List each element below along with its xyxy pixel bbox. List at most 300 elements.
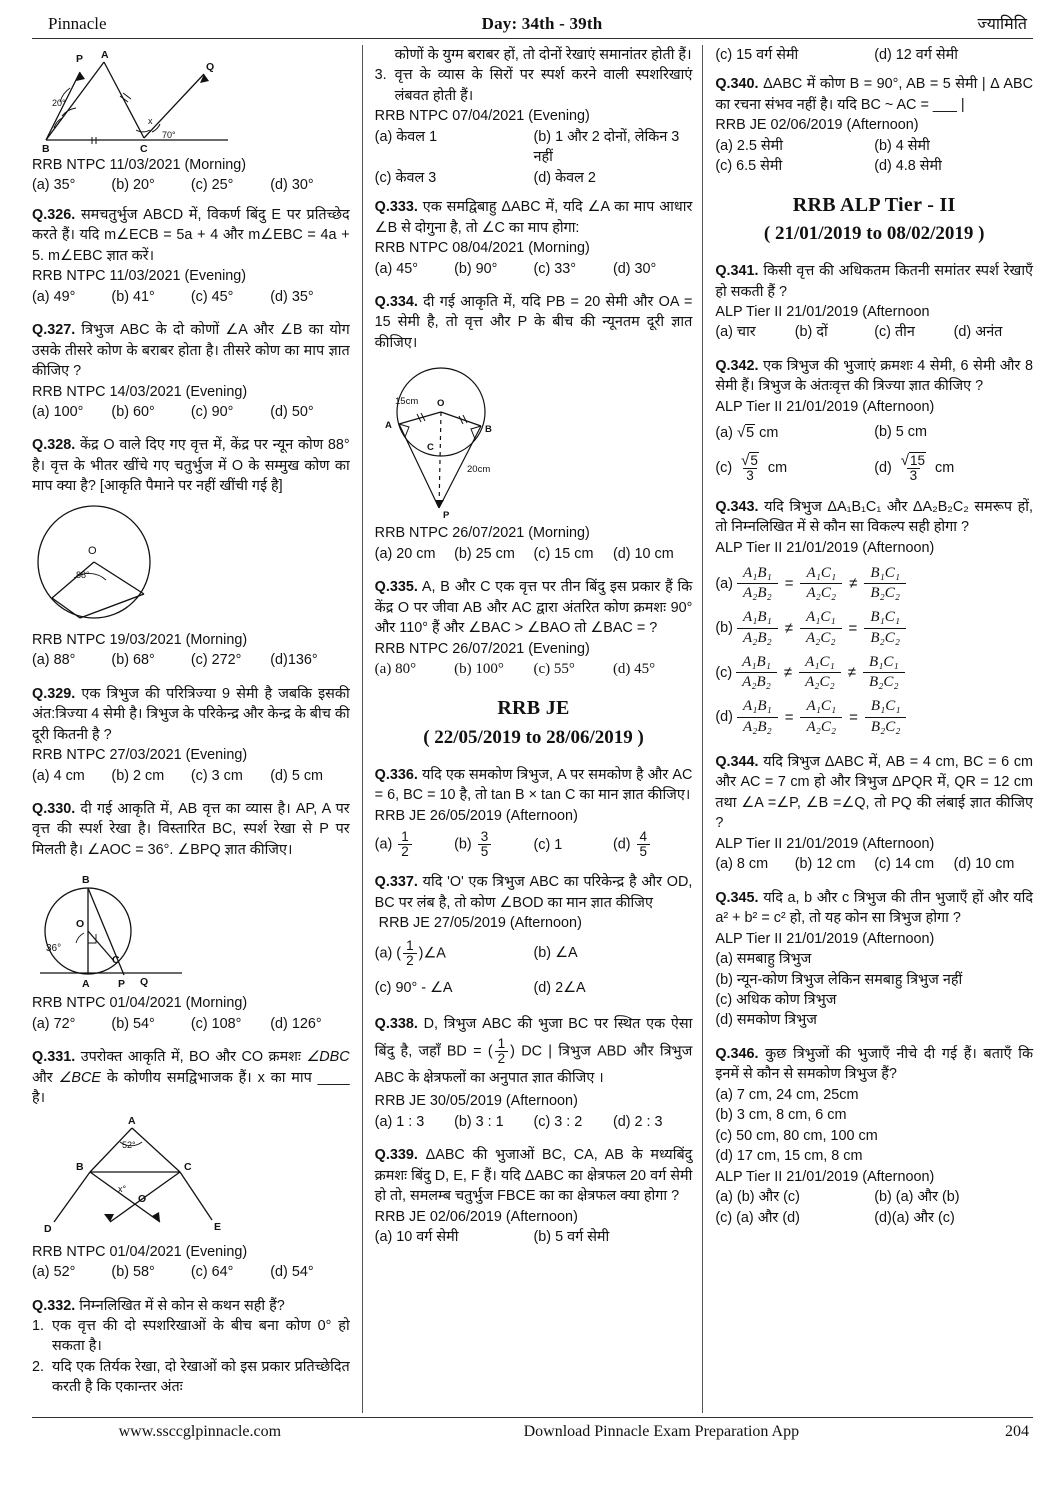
q343-body (715, 497, 1033, 538)
fraction-numerator: 4 (639, 829, 648, 845)
q344-body (715, 752, 1033, 834)
option-d[interactable]: (d) 45° (612, 661, 656, 678)
question-341 (715, 261, 1033, 343)
option-b[interactable]: (b) 68° (111, 652, 155, 669)
q344-source: ALP Tier II 21/01/2019 (Afternoon) (715, 835, 935, 852)
option-b-label: (b) (715, 620, 733, 636)
section-heading-rrb-je: RRB JE (497, 697, 570, 720)
option-a[interactable]: (a) 1 : 3 (374, 1113, 425, 1130)
column-left (30, 45, 362, 1413)
q326-text: समचतुर्भुज ABCD में, विकर्ण बिंदु E पर प्रतिच्छेद करते हैं। यदि m∠ECB = 5a + 4 और m∠EBC = 4a + 5. m∠EBC ज्ञात करें। (32, 206, 350, 264)
q331-text-a: उपरोक्त आकृति में, BO और CO क्रमशः (80, 1049, 307, 1066)
q343-source: ALP Tier II 21/01/2019 (Afternoon) (715, 539, 935, 556)
q346-body (715, 1044, 1033, 1085)
q334-text: दी गई आकृति में, यदि PB = 20 सेमी और OA = 15 सेमी है, तो वृत्त और P के बीच की न्यूनतम दूरी ज्ञात कीजिए। (374, 293, 693, 351)
statement-number: 1. (32, 1317, 45, 1334)
q346-side-b[interactable]: (b) 3 cm, 8 cm, 6 cm (715, 1107, 847, 1124)
q343-option-c[interactable] (715, 654, 1033, 692)
option-b[interactable]: (b) 4 सेमी (874, 137, 930, 154)
option-c[interactable]: (c) केवल 3 (374, 169, 437, 186)
q343-text: यदि त्रिभुज ΔA₁B₁C₁ और ΔA₂B₂C₂ समरूप हों, तो निम्नलिखित में से कौन सा विकल्प सही होगा ? (715, 498, 1034, 536)
question-326 (32, 205, 350, 307)
q340-text: ΔABC में कोण B = 90°, AB = 5 सेमी | Δ ABC का रचना संभव नहीं है। यदि BC ~ AC = ___ | (715, 76, 1034, 113)
question-344 (715, 752, 1033, 875)
svg-text:B: B (82, 874, 90, 887)
q332-body (32, 1296, 350, 1316)
option-d[interactable]: (d) 5 cm (270, 767, 324, 784)
option-b[interactable]: (b) 41° (111, 288, 155, 305)
svg-text:70°: 70° (162, 130, 176, 140)
q345-number: Q.345. (715, 889, 759, 906)
q334-body (375, 292, 693, 353)
q330-text: दी गई आकृति में, AB वृत्त का व्यास है। AP, A पर वृत्त की स्पर्श रेखा है। विस्तारित BC, स्पर्श रेखा से P पर मिलती है। ∠AOC = 36°. ∠BPQ ज्ञात कीजिए। (32, 800, 350, 858)
q333-number: Q.333. (374, 199, 418, 216)
q336-text: यदि एक समकोण त्रिभुज, A पर समकोण है और AC = 6, BC = 10 है, तो tan B × tan C का मान ज्ञात कीजिए। (374, 766, 693, 804)
option-c-label: (c) (715, 459, 733, 476)
ratio-numerator: B₁C₁ (870, 609, 900, 626)
option-a[interactable]: (a) 88° (32, 652, 76, 669)
svg-text:20°: 20° (52, 98, 66, 108)
option-d[interactable]: (d)(a) और (c) (874, 1209, 955, 1226)
option-a[interactable]: (a) 80° (374, 661, 417, 678)
ratio-denominator: B₂C₂ (864, 583, 906, 602)
ratio-bc (864, 565, 906, 603)
q326-number: Q.326. (32, 206, 76, 223)
q345-option-d[interactable]: (d) समकोण त्रिभुज (715, 1012, 817, 1029)
q342-source: ALP Tier II 21/01/2019 (Afternoon) (715, 398, 935, 415)
option-b[interactable]: (b) (a) और (b) (874, 1189, 960, 1206)
option-c[interactable]: (c) 45° (190, 288, 234, 305)
header-title: Day: 34th - 39th (481, 14, 603, 33)
option-c[interactable]: (c) 15 cm (533, 545, 594, 562)
option-a[interactable]: (a) 100° (32, 403, 84, 420)
option-c[interactable]: (c) 3 : 2 (533, 1113, 583, 1130)
option-c[interactable]: (c) 15 वर्ग सेमी (715, 47, 799, 63)
option-c-label: (c) (533, 836, 551, 853)
q346-side-c[interactable]: (c) 50 cm, 80 cm, 100 cm (715, 1127, 878, 1144)
q337-number: Q.337. (374, 874, 418, 891)
option-c[interactable]: (c) 90° - ∠A (374, 980, 453, 997)
option-a[interactable]: (a) 35° (32, 177, 76, 194)
question-342 (715, 356, 1033, 484)
q342-number: Q.342. (715, 357, 759, 374)
q330-options (32, 1014, 350, 1034)
option-c[interactable]: (c) 25° (190, 177, 234, 194)
question-340 (715, 74, 1033, 176)
ratio-ac (799, 654, 841, 692)
option-c[interactable]: (c) 6.5 सेमी (715, 158, 783, 175)
ratio-numerator: A₁B₁ (742, 609, 772, 626)
option-a-label: (a) ( (374, 945, 402, 962)
q337-text: यदि 'O' एक त्रिभुज ABC का परिकेन्द्र है और OD, BC पर लंब है, तो कोण ∠BOD का मान ज्ञात कीजिए (374, 874, 693, 911)
q332-statement-3 (375, 65, 693, 106)
q339-options-partial (375, 1227, 693, 1247)
ratio-bc (864, 609, 906, 647)
q326-options (32, 287, 350, 307)
svg-text:88°: 88° (76, 569, 90, 580)
option-a[interactable]: (a) 52° (32, 1264, 76, 1281)
q342-options-row1 (715, 422, 1033, 443)
q339-text: ΔABC की भुजाओं BC, CA, AB के मध्यबिंदु क्रमशः बिंदु D, E, F हैं। यदि ΔABC का क्षेत्रफल 20 वर्ग सेमी हो तो, समलम्ब चतुर्भुज FBCE का का क्षेत्रफल क्या होगा ? (374, 1147, 693, 1205)
option-d[interactable]: (d) 4.8 सेमी (874, 158, 942, 175)
svg-text:P: P (118, 978, 126, 991)
q346-options-row2 (715, 1208, 1033, 1228)
q346-source: ALP Tier II 21/01/2019 (Afternoon) (715, 1168, 935, 1185)
q329-source: RRB NTPC 27/03/2021 (Evening) (32, 747, 248, 764)
svg-text:O: O (138, 1192, 147, 1205)
option-b[interactable]: (b) 25 cm (454, 545, 515, 562)
q326-body (32, 205, 350, 266)
q342-text: एक त्रिभुज की भुजाएं क्रमशः 4 सेमी, 6 सेमी और 8 सेमी हैं। त्रिभुज के अंतःवृत्त की त्रिज्या ज्ञात कीजिए ? (715, 357, 1034, 395)
svg-text:O: O (436, 398, 445, 410)
question-335 (375, 577, 693, 680)
q328-number: Q.328. (32, 437, 76, 454)
q336-body (375, 765, 693, 806)
svg-text:B: B (42, 143, 50, 153)
fraction-denominator: 2 (398, 844, 412, 859)
option-c[interactable] (534, 835, 613, 855)
ratio-numerator: B₁C₁ (870, 564, 900, 581)
option-c[interactable]: (c) 64° (190, 1264, 234, 1281)
q343-option-a[interactable] (715, 565, 1033, 603)
option-d[interactable]: (d) 10 cm (612, 545, 674, 562)
q328-options (32, 650, 350, 670)
radicand: 15 (910, 452, 926, 468)
operator-1: = (784, 708, 794, 726)
option-a[interactable] (375, 939, 534, 968)
option-b[interactable]: (b) 5 cm (874, 424, 927, 441)
option-a-label: (a) (715, 425, 737, 442)
q335-text: A, B और C एक वृत्त पर तीन बिंदु इस प्रकार हैं कि केंद्र O पर जीवा AB और AC द्वारा अंतरित कोण क्रमशः 90° और 110° हैं और ∠BAC > ∠BAO तो ∠BAC = ? (374, 579, 693, 637)
q330-source: RRB NTPC 01/04/2021 (Morning) (32, 995, 248, 1012)
ratio-bc (865, 698, 907, 736)
option-a[interactable]: (a) 72° (32, 1015, 76, 1032)
option-d[interactable]: (d) 50° (270, 403, 314, 420)
svg-text:B: B (484, 424, 492, 436)
option-c[interactable]: (c) 272° (190, 652, 242, 669)
option-d-label: (d) (612, 836, 631, 853)
question-330 (32, 799, 350, 1034)
fraction-numerator: 1 (497, 1035, 506, 1051)
option-c-value: 1 (554, 836, 563, 853)
option-b[interactable]: (b) 1 और 2 दोनों, लेकिन 3 नहीं (533, 128, 680, 166)
svg-text:C: C (112, 954, 120, 967)
fraction-denominator: 2 (403, 953, 417, 968)
fraction-numerator: √15 (900, 451, 926, 469)
option-a[interactable]: (a) केवल 1 (374, 128, 438, 145)
q341-source: ALP Tier II 21/01/2019 (Afternoon (715, 303, 930, 320)
statement-number: 2. (32, 1358, 45, 1375)
option-c[interactable]: (c) तीन (874, 324, 915, 341)
q333-text: एक समद्विबाहु ΔABC में, यदि ∠A का माप आधार ∠B से दोगुना है, तो ∠C का माप होगा: (374, 199, 693, 236)
fraction-half (398, 830, 412, 859)
footer-page-number: 204 (1005, 1423, 1029, 1440)
q331-text-c: और (32, 1069, 59, 1086)
svg-text:52°: 52° (122, 1139, 136, 1150)
footer-website[interactable]: www.ssccglpinnacle.com (118, 1423, 282, 1440)
fraction-numerator: 1 (401, 829, 409, 845)
q336-options (375, 830, 693, 859)
option-b[interactable] (454, 830, 533, 859)
option-b[interactable]: (b) 12 cm (794, 856, 856, 873)
q329-body (32, 684, 350, 745)
question-329 (32, 684, 350, 786)
q340-body (715, 74, 1033, 115)
q338-number: Q.338. (374, 1015, 418, 1032)
svg-text:A: A (384, 420, 392, 432)
question-336 (375, 765, 693, 860)
q342-options-row2 (715, 453, 1033, 484)
q331-angle-dbc: ∠DBC (306, 1049, 350, 1066)
q330-number: Q.330. (32, 800, 76, 817)
q336-number: Q.336. (374, 766, 418, 783)
option-b[interactable]: (b) 2 cm (111, 767, 165, 784)
option-d[interactable]: (d) अनंत (953, 324, 1003, 341)
q329-number: Q.329. (32, 685, 76, 702)
q329-options (32, 766, 350, 786)
svg-text:B: B (76, 1160, 84, 1173)
option-b[interactable]: (b) 90° (454, 260, 498, 277)
fraction-half (403, 939, 417, 968)
question-337 (375, 872, 693, 998)
option-a-label: (a) (715, 575, 733, 592)
header-subject: ज्यामिति (977, 16, 1027, 33)
option-a-suffix: )∠A (418, 945, 446, 962)
q336-source: RRB JE 26/05/2019 (Afternoon) (374, 807, 578, 824)
fraction-numerator: 3 (480, 829, 489, 845)
option-c[interactable]: (c) 108° (190, 1015, 242, 1032)
option-a[interactable] (375, 830, 454, 859)
svg-text:A: A (101, 49, 109, 61)
q331-source: RRB NTPC 01/04/2021 (Evening) (32, 1243, 248, 1260)
q343-option-d[interactable] (715, 698, 1033, 736)
option-d[interactable]: (d) 2 : 3 (612, 1113, 663, 1130)
option-d[interactable]: (d) 54° (270, 1264, 314, 1281)
option-d[interactable]: (d)136° (270, 652, 318, 669)
figure-q328-circle (32, 500, 350, 628)
q346-side-a[interactable]: (a) 7 cm, 24 cm, 25cm (715, 1086, 859, 1103)
fraction-sqrt5-over-3 (738, 453, 762, 484)
option-b[interactable]: (b) ∠A (533, 945, 578, 962)
q343-option-b[interactable] (715, 609, 1033, 647)
fraction-sqrt15-over-3 (898, 453, 929, 484)
option-a[interactable]: (a) 2.5 सेमी (715, 137, 783, 154)
option-a[interactable] (715, 422, 874, 443)
option-c[interactable]: (c) 3 cm (190, 767, 243, 784)
operator-2: = (849, 708, 858, 726)
ratio-denominator: A₂B₂ (736, 672, 777, 691)
ratio-denominator: A₂C₂ (800, 583, 842, 602)
option-d[interactable]: (d) 126° (270, 1015, 322, 1032)
q327-options (32, 402, 350, 422)
svg-text:36°: 36° (46, 943, 62, 955)
q338-text-b: ) DC | त्रिभुज ABD और त्रिभुज ABC के क्षेत्रफलों का अनुपात ज्ञात कीजिए । (374, 1043, 693, 1087)
q345-option-c[interactable]: (c) अधिक कोण त्रिभुज (715, 991, 837, 1008)
question-338 (375, 1012, 693, 1133)
q333-options (375, 259, 693, 279)
option-c[interactable]: (c) 55° (533, 661, 575, 678)
option-c[interactable] (715, 453, 874, 484)
q335-options (375, 659, 693, 680)
q332-statement-1 (32, 1316, 350, 1357)
option-a[interactable]: (a) 49° (32, 288, 76, 305)
ratio-numerator: A₁C₁ (805, 653, 835, 670)
q326-source: RRB NTPC 11/03/2021 (Evening) (32, 268, 247, 285)
q327-text: त्रिभुज ABC के दो कोणों ∠A और ∠B का योग उसके तीसरे कोण के बराबर होता है। तीसरे कोण का माप ज्ञात कीजिए ? (32, 322, 350, 380)
option-c[interactable]: (c) 90° (190, 403, 234, 420)
option-b[interactable]: (b) 3 : 1 (454, 1113, 504, 1130)
option-b[interactable]: (b) 58° (111, 1264, 155, 1281)
option-d[interactable]: (d) 30° (612, 260, 657, 277)
option-c-label: (c) (715, 664, 733, 681)
q332-options-row1 (375, 127, 693, 168)
operator-2: = (848, 619, 858, 637)
figure-q331-bisectors (32, 1112, 350, 1240)
ratio-ac (800, 565, 842, 603)
option-a[interactable]: (a) 10 वर्ग सेमी (374, 1229, 459, 1246)
q345-source: ALP Tier II 21/01/2019 (Afternoon) (715, 930, 935, 947)
q343-number: Q.343. (715, 498, 759, 515)
option-d[interactable] (874, 453, 1033, 484)
ratio-denominator: A₂B₂ (737, 717, 778, 736)
q339-number: Q.339. (374, 1147, 418, 1164)
option-d[interactable]: (d) 12 वर्ग सेमी (874, 47, 958, 63)
option-a[interactable]: (a) 4 cm (32, 767, 85, 784)
option-c-unit: cm (767, 459, 788, 476)
question-339 (375, 1145, 693, 1247)
option-d[interactable]: (d) 30° (270, 177, 314, 194)
q338-options (375, 1112, 693, 1132)
q332-source: RRB NTPC 07/04/2021 (Evening) (374, 108, 590, 125)
option-c[interactable]: (c) 14 cm (874, 856, 935, 873)
statement-text: वृत्त के व्यास के सिरों पर स्पर्श करने वाली स्पशरिखाएं लंबवत होती हैं। (394, 67, 693, 104)
ratio-denominator: A₂C₂ (800, 717, 842, 736)
fraction-three-fifths (478, 830, 492, 859)
q339-body (375, 1145, 693, 1206)
option-b[interactable]: (b) 54° (111, 1015, 155, 1032)
option-d[interactable]: (d) केवल 2 (533, 169, 596, 186)
q345-body (715, 888, 1033, 929)
option-d[interactable] (613, 830, 692, 859)
q345-option-b[interactable]: (b) न्यून-कोण त्रिभुज लेकिन समबाहु त्रिभुज नहीं (715, 971, 963, 988)
option-a[interactable]: (a) 45° (374, 260, 419, 277)
ratio-numerator: A₁B₁ (742, 564, 772, 581)
option-d[interactable]: (d) 10 cm (953, 856, 1015, 873)
question-333 (375, 197, 693, 279)
ratio-ac (800, 609, 842, 647)
svg-text:E: E (214, 1220, 222, 1233)
option-b[interactable]: (b) 20° (111, 177, 155, 194)
q341-number: Q.341. (715, 263, 759, 280)
option-a[interactable]: (a) 20 cm (374, 545, 436, 562)
fraction-denominator: 5 (637, 844, 651, 859)
q333-body (375, 197, 693, 238)
page-footer (30, 1418, 1035, 1441)
q332-cont-text: कोणों के युग्म बराबर हों, तो दोनों रेखाएं समानांतर होती हैं। (394, 47, 692, 63)
q328-source: RRB NTPC 19/03/2021 (Morning) (32, 631, 248, 648)
option-c[interactable]: (c) (a) और (d) (715, 1209, 800, 1226)
question-332 (32, 1296, 350, 1398)
ratio-numerator: A₁B₁ (742, 698, 772, 715)
q333-source: RRB NTPC 08/04/2021 (Morning) (374, 240, 590, 257)
q327-number: Q.327. (32, 322, 76, 339)
q329-text: एक त्रिभुज की परित्रिज्या 9 सेमी है जबकि इसकी अंत:त्रिज्या 4 सेमी है। त्रिभुज के परिकेन्द्र और केन्द्र के बीच की दूरी कितनी है ? (32, 685, 350, 743)
option-b[interactable]: (b) 100° (454, 661, 504, 678)
option-d-label: (d) (874, 459, 892, 476)
q344-text: यदि त्रिभुज ΔABC में, AB = 4 cm, BC = 6 cm और AC = 7 cm हो और त्रिभुज ΔPQR में, QR = 12 cm तथा ∠A =∠P, ∠B =∠Q, तो PQ की लंबाई ज्ञात कीजिए ? (715, 753, 1034, 832)
q337-body (375, 872, 693, 913)
q332-number: Q.332. (32, 1297, 76, 1314)
option-b[interactable]: (b) 60° (111, 403, 155, 420)
option-a[interactable]: (a) (b) और (c) (715, 1189, 800, 1206)
column-right (703, 45, 1035, 1413)
q341-text: किसी वृत्त की अधिकतम कितनी समांतर स्पर्श रेखाएँ हो सकती हैं ? (715, 263, 1034, 300)
q341-body (715, 261, 1033, 302)
page-header (30, 10, 1035, 38)
ratio-ab (737, 565, 778, 603)
q340-options-row1 (715, 136, 1033, 156)
q332-options-row2 (375, 168, 693, 188)
q331-body (32, 1047, 350, 1108)
option-a[interactable]: (a) चार (715, 324, 756, 341)
q346-side-d[interactable]: (d) 17 cm, 15 cm, 8 cm (715, 1148, 863, 1165)
q334-number: Q.334. (374, 293, 418, 310)
svg-text:P: P (76, 53, 84, 65)
svg-text:D: D (44, 1222, 52, 1235)
q340-source: RRB JE 02/06/2019 (Afternoon) (715, 117, 919, 134)
q335-body (375, 577, 693, 638)
ratio-bc (863, 654, 905, 692)
ratio-denominator: B₂C₂ (864, 628, 906, 647)
ratio-denominator: A₂B₂ (737, 628, 778, 647)
svg-text:20cm: 20cm (466, 464, 490, 476)
q332-statement-2 (32, 1357, 350, 1398)
q339-source: RRB JE 02/06/2019 (Afternoon) (374, 1208, 578, 1225)
operator-1: = (784, 575, 794, 593)
fraction-denominator: 2 (495, 1051, 509, 1066)
square-root-5: √5 (736, 424, 755, 442)
q338-body (375, 1012, 693, 1092)
q346-options-row1 (715, 1187, 1033, 1207)
option-c[interactable]: (c) 33° (533, 260, 577, 277)
option-b[interactable]: (b) दों (794, 324, 828, 341)
option-b[interactable]: (b) 5 वर्ग सेमी (533, 1229, 610, 1246)
radicand: 5 (750, 452, 758, 468)
fraction-numerator: 1 (406, 937, 414, 953)
statement-text: यदि एक तिर्यक रेखा, दो रेखाओं को इस प्रकार प्रतिच्छेदित करती है कि एकान्तर अंतः (52, 1358, 350, 1396)
q339-options-continued (715, 45, 1033, 65)
svg-text:Q: Q (140, 976, 149, 989)
svg-text:15cm: 15cm (394, 396, 418, 408)
ratio-numerator: B₁C₁ (868, 653, 899, 670)
q327-body (32, 320, 350, 381)
q335-source: RRB NTPC 26/07/2021 (Evening) (374, 640, 590, 657)
ratio-ab (737, 609, 778, 647)
svg-text:C: C (426, 442, 434, 454)
svg-text:P: P (442, 510, 450, 522)
option-d[interactable]: (d) 35° (270, 288, 314, 305)
q335-number: Q.335. (374, 579, 418, 596)
q345-option-a[interactable]: (a) समबाहु त्रिभुज (715, 951, 812, 968)
option-a[interactable]: (a) 8 cm (715, 856, 769, 873)
option-a-unit: cm (755, 425, 779, 442)
svg-text:C: C (184, 1160, 192, 1173)
svg-text:x°: x° (118, 1183, 127, 1194)
column-middle (362, 45, 704, 1413)
option-d[interactable]: (d) 2∠A (533, 980, 586, 997)
q345-text: यदि a, b और c त्रिभुज की तीन भुजाएँ हों और यदि a² + b² = c² हो, तो यह कोन सा त्रिभुज होगा ? (715, 889, 1034, 927)
fraction-denominator: 3 (743, 468, 757, 483)
